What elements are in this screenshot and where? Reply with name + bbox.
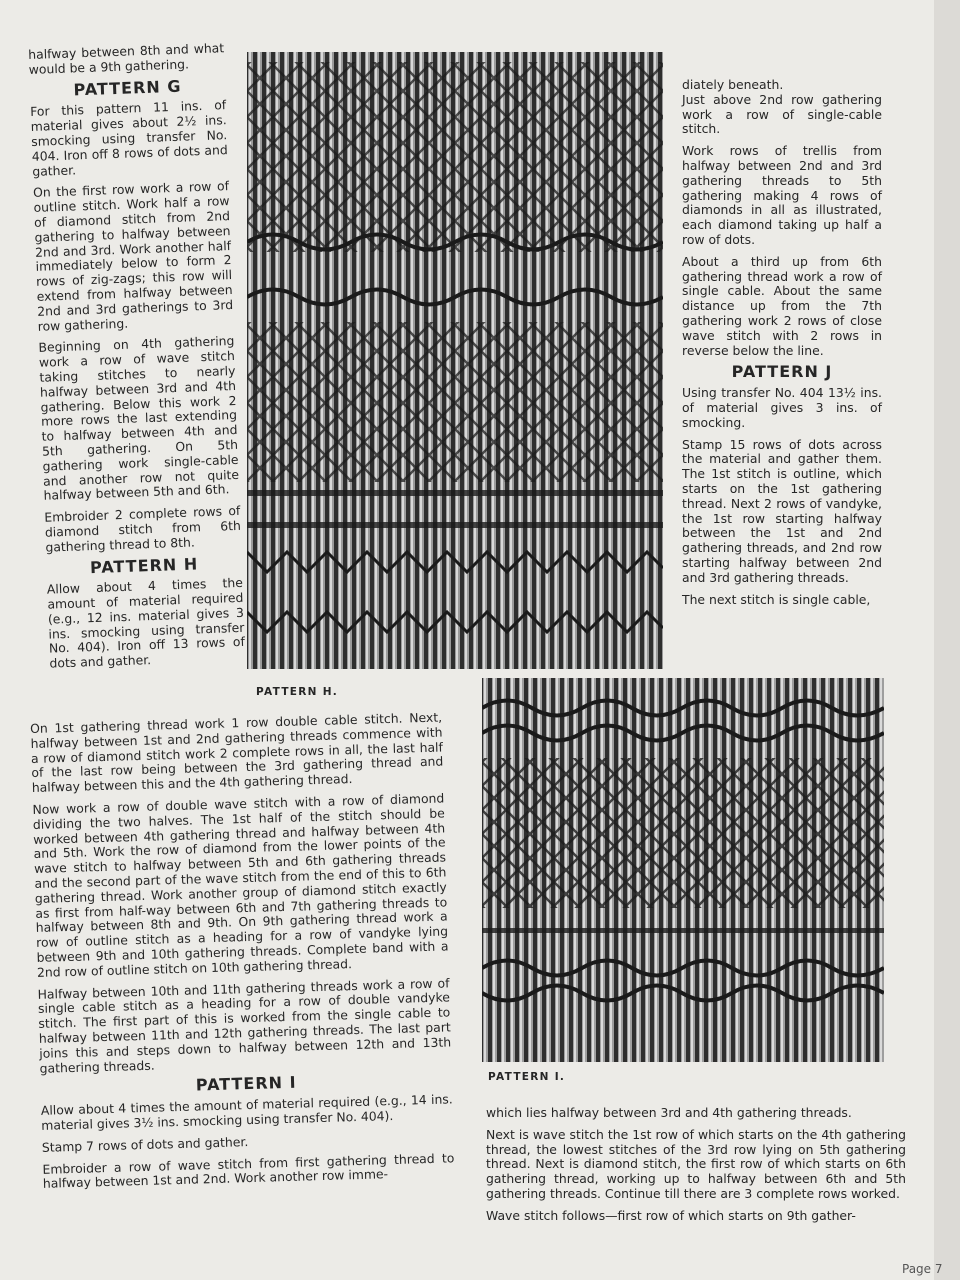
pattern-j-paragraph-2: Stamp 15 rows of dots across the material and gather them. The 1st stitch is outline, which starts on the 1st gathering thread. Next 2 rows of vandyke, the 1st row starting halfway between the 1st and 2nd gathering threads, and 2nd row starting halfway between 2nd and 3rd gathering threads. (682, 436, 882, 585)
pattern-j-paragraph-4: which lies halfway between 3rd and 4th gathering threads. (486, 1105, 852, 1120)
pattern-h-paragraph-2: On 1st gathering thread work 1 row double cable stitch. Next, halfway between 1st and 2nd gathering threads commence with a row of diamond stitch work 2 complete rows in all, the last half of the last row being between the 3rd gathering thread and halfway between this and the 4th gathering thread. (29, 709, 444, 796)
pattern-h-photo (247, 52, 663, 669)
left-text-column (28, 41, 246, 679)
page-number: Page 7 (902, 1262, 943, 1276)
pattern-j-paragraph-1: Using transfer No. 404 13½ ins. of material gives 3 ins. of smocking. (682, 385, 882, 430)
pattern-g-paragraph-3: Beginning on 4th gathering work a row of wave stitch taking stitches to nearly halfway between 3rd and 4th gathering. Below this work 2 more rows the last extending to halfway between 4th and 5th gathering. On 5th gathering work single-cable and another row not quite halfway between 5th and 6th. (38, 333, 240, 504)
pattern-j-paragraph-5: Next is wave stitch the 1st row of which starts on the 4th gathering thread, the lowest stitches of the 3rd row lying on 5th gathering thread. Next is diamond stitch, the first row of which starts on 6th gathering thread, working up to halfway between 6th and 5th gathering threads. Continue till there are 3 complete rows worked. (486, 1126, 906, 1201)
right-bottom-text-column (486, 1106, 906, 1231)
pattern-i-caption: PATTERN I. (488, 1071, 566, 1083)
pattern-i-paragraph-2: Stamp 7 rows of dots and gather. (41, 1133, 249, 1155)
pattern-i-photo (482, 678, 884, 1062)
pattern-h-caption: PATTERN H. (256, 686, 339, 698)
pattern-j-heading: PATTERN J (731, 362, 833, 382)
pattern-i-paragraph-3: Embroider a row of wave stitch from first gathering thread to halfway between 1st and 2nd. Work another row imme- (42, 1149, 455, 1192)
right-paragraph-3: Work rows of trellis from halfway between 2nd and 3rd gathering threads to 5th gathering making 4 rows of diamonds in all as illustrated, each diamond taking up half a row of dots. (682, 143, 882, 247)
pattern-j-paragraph-6: Wave stitch follows—first row of which starts on 9th gather- (486, 1207, 856, 1223)
right-paragraph-1: diately beneath. (682, 77, 784, 92)
pattern-g-paragraph-2: On the first row work a row of outline stitch. Work half a row of diamond stitch from 2nd gathering to halfway between 2nd and 3rd. Work another half immediately below to form 2 rows of zig-zags; this row will extend from halfway between 2nd and 3rd gatherings to 3rd row gathering. (32, 178, 234, 334)
pattern-g-heading: PATTERN G (73, 76, 182, 100)
right-paragraph-2: Just above 2nd row gathering work a row of single-cable stitch. (682, 91, 882, 137)
right-text-column (682, 78, 882, 614)
right-paragraph-4: About a third up from 6th gathering thread work a row of single cable. About the same distance up from the 7th gathering work 2 rows of close wave stitch with 2 rows in reverse below the line. (682, 253, 882, 358)
middle-text-column (30, 710, 455, 1198)
pattern-j-paragraph-3: The next stitch is single cable, (682, 591, 871, 607)
pattern-g-paragraph-1: For this pattern 11 ins. of material gives about 2½ ins. smocking using transfer No. 404. Iron off 8 rows of dots and gather. (29, 97, 228, 179)
pattern-h-paragraph-4: Halfway between 10th and 11th gathering threads work a row of single cable stitch as a heading for a row of double vandyke stitch. The first part of this is worked from the single cable to halfway between 11th and 12th gathering threads. The last part joins this and steps down to halfway between 12th and 13th gathering threads. (37, 974, 452, 1076)
pattern-i-heading: PATTERN I (195, 1073, 297, 1095)
intro-text: halfway between 8th and what would be a 9th gathering. (27, 40, 225, 77)
pattern-h-paragraph-3: Now work a row of double wave stitch with a row of diamond dividing the two halves. The 1st half of the stitch should be worked between 4th gathering thread and halfway between 4th and 5th. Work the row of diamond from the lower points of the wave stitch to halfway between 5th and 6th gathering threads and the second part of the wave stitch from the end of this to 6th gathering thread. Work another group of diamond stitch exactly as first from half-way between 6th and 7th gathering threads to halfway between 8th and 9th. On 9th gathering thread work a row of outline stitch as a heading for a row of vandyke lying between 9th and 10th gathering threads. Complete band with a 2nd row of outline stitch on 10th gathering thread. (32, 790, 449, 980)
pattern-i-paragraph-1: Allow about 4 times the amount of material required (e.g., 14 ins. material gives 3½ ins. smocking using transfer No. 404). (40, 1091, 453, 1133)
pattern-h-paragraph-1: Allow about 4 times the amount of material required (e.g., 12 ins. material gives 3 ins. smocking using transfer No. 404). Iron off 13 rows of dots and gather. (46, 575, 246, 671)
page-edge-shadow (934, 0, 960, 1280)
pattern-h-heading: PATTERN H (89, 553, 199, 577)
pattern-g-paragraph-4: Embroider 2 complete rows of diamond stitch from 6th gathering thread to 8th. (44, 502, 242, 555)
